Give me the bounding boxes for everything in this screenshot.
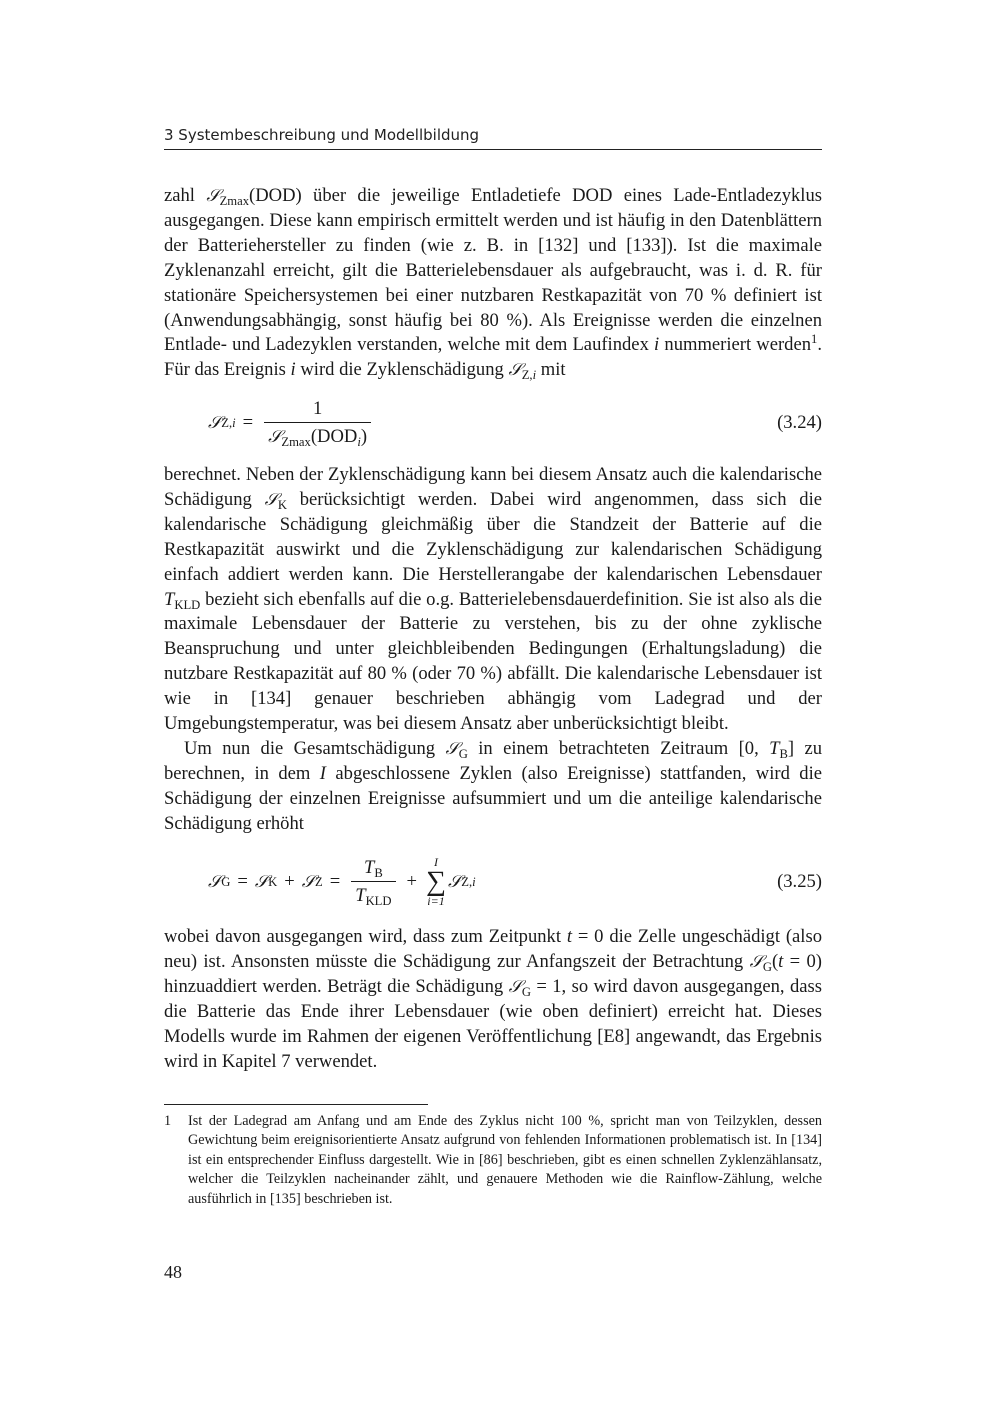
- subscript: K: [277, 497, 287, 512]
- symbol-s: 𝒮: [208, 413, 222, 433]
- subscript: KLD: [365, 893, 392, 908]
- math-var: t: [778, 950, 784, 972]
- equation-body: [208, 396, 375, 450]
- text: Z,: [521, 368, 533, 383]
- text: abgeschlossene Zyklen (also Ereignisse) stattfanden, wird die Schädigung der einzelnen Ereignisse aufsummiert und um die anteilige kalendarische Schädigung erhöht: [164, 762, 823, 834]
- text: = 0 die Zelle ungeschädigt (also neu) ist. Ansonsten müsste die Schädigung zur Anfangszeit der Betrachtung: [164, 926, 822, 972]
- math-var: i: [290, 359, 296, 381]
- symbol-s: 𝒮: [447, 872, 462, 892]
- text: (: [771, 950, 779, 972]
- page-number: 48: [164, 1262, 182, 1282]
- symbol-s: 𝒮: [749, 951, 763, 972]
- subscript: G: [521, 984, 531, 999]
- subscript: Zmax: [281, 434, 311, 449]
- text: Z,: [461, 875, 473, 889]
- equation-3-24: [164, 396, 822, 450]
- equation-number: (3.25): [777, 871, 822, 892]
- fraction: [264, 398, 371, 448]
- math-var: i: [532, 368, 537, 383]
- subscript: B: [374, 865, 383, 880]
- equation-body: 𝒮 G = 𝒮 K + 𝒮 Z = $\frac{T_B}{T_{KLD}}$ + I ∑ i=1 𝒮 Z,i: [208, 855, 476, 908]
- running-header: [164, 126, 822, 150]
- text: wird die Zyklenschädigung: [295, 359, 509, 381]
- math-var: i: [472, 875, 476, 889]
- symbol-s: 𝒮: [206, 186, 220, 206]
- math-var: T: [769, 738, 780, 759]
- text: = 0) hinzuaddiert werden. Beträgt die Schädigung: [164, 950, 822, 997]
- symbol-s: 𝒮: [254, 872, 269, 892]
- text: (DOD) über die jeweilige Entladetiefe DOD eines Lade-Entladezyklus ausgegangen. Diese kann empirisch ermittelt werden und ist häufig in den Datenblättern der Batteriehersteller zu finden (wie z. B. in [132] und [133]). Ist die maximale Zyklenanzahl erreicht, gilt die Batterielebensdauer als aufgebraucht, was i. d. R. für stationäre Speichersystemen bei einer nutzbaren Restkapazität von 70 % definiert ist (Anwendungsabhängig, sonst häufig bei 80 %). Als Ereignisse werden die einzelnen Entlade- und Ladezyklen verstanden, welche mit dem Laufindex: [164, 185, 822, 356]
- math-var: i: [654, 334, 660, 356]
- text: ] zu berechnen, in dem: [164, 738, 823, 784]
- subscript: KLD: [174, 597, 201, 612]
- paragraph-1: [164, 184, 822, 383]
- text: berücksichtigt werden. Dabei wird angenommen, dass sich die kalendarische Schädigung gleichmäßig über die Standzeit der Batterie auf die Restkapazität auswirkt und die Zyklenschädigung zur kalendarischen Schädigung einfach addiert werden kann. Die Herstellerangabe der kalendarischen Lebensdauer: [164, 488, 822, 585]
- text: bezieht sich ebenfalls auf die o.g. Batterielebensdauerdefinition. Sie ist also als die maximale Lebensdauer der Batterie zu verstehen, bis zu der ohne zyklische Beanspruchung und unter gleichbleibenden Bedingungen (Erhaltungsladung) die nutzbare Restkapazität auf 80 % (oder 70 %) abfällt. Die kalendarische Lebensdauer ist wie in [134] genauer beschrieben abhängig vom Ladegrad und der Umgebungstemperatur, was bei diesem Ansatz aber unberücksichtigt bleibt.: [164, 588, 822, 735]
- numerator: [360, 857, 387, 881]
- symbol-s: 𝒮: [264, 489, 278, 510]
- text: ): [360, 426, 368, 447]
- chapter-title: 3 Systembeschreibung und Modellbildung: [164, 126, 480, 144]
- fraction: [351, 857, 395, 907]
- text: . Für das Ereignis: [164, 334, 822, 381]
- math-var: i: [232, 416, 236, 430]
- footnote-ref[interactable]: 1: [811, 332, 818, 347]
- equation-3-25: [164, 852, 822, 912]
- plus-sign: +: [406, 871, 418, 892]
- sum-upper-limit: I: [434, 855, 438, 869]
- summation: [426, 856, 446, 908]
- equation-number: (3.24): [777, 412, 822, 433]
- text: nummeriert werden: [659, 334, 812, 356]
- denominator: [264, 422, 371, 448]
- equals-sign: =: [237, 871, 248, 892]
- subscript: G: [458, 746, 468, 761]
- subscript: [522, 368, 536, 382]
- footnote-text: Ist der Ladegrad am Anfang und am Ende des Zyklus nicht 100 %, spricht man von Teilzyklen, dessen Gewichtung beim ereignisorientierte Ansatz aufgrund von fehlenden Informationen problematisch ist. In [134] ist ein entsprechender Einfluss dargestellt. Wie in [86] beschrieben, gibt es einen schnellen Zyklenzählansatz, welcher die Teilzyklen nacheinander zählt, und genauere Methoden wie die Rainflow-Zählung, welche ausführlich in [135] beschrieben ist.: [188, 1113, 822, 1207]
- text: wobei davon ausgegangen wird, dass zum Zeitpunkt: [164, 926, 567, 947]
- equals-sign: =: [329, 871, 341, 892]
- subscript: B: [779, 746, 788, 761]
- text: berechnet. Neben der Zyklenschädigung kann bei diesem Ansatz auch die kalendarische Schädigung: [164, 464, 822, 510]
- paragraph-4: [164, 925, 822, 1074]
- sum-symbol: ∑: [426, 866, 446, 897]
- text: zahl: [164, 185, 207, 206]
- text: Z,: [221, 416, 233, 430]
- text: mit: [536, 359, 566, 381]
- math-var: I: [319, 762, 326, 784]
- text: = 1, so wird davon ausgegangen, dass die Batterie das Ende ihrer Lebensdauer (wie oben definiert) erreicht hat. Dieses Modells wurde im Rahmen der eigenen Veröffentlichung [E8] angewandt, das Ergebnis wird in Kapitel 7 verwendet.: [164, 975, 822, 1072]
- subscript: G: [762, 959, 772, 974]
- symbol-s: 𝒮: [268, 427, 282, 447]
- text: in einem betrachteten Zeitraum [0,: [467, 738, 770, 759]
- sum-lower-limit: i=1: [427, 894, 445, 908]
- denominator: [351, 881, 395, 907]
- plus-sign: +: [284, 871, 295, 892]
- math-var: T: [164, 588, 175, 610]
- footnote: [164, 1112, 822, 1209]
- paragraph-3: [164, 737, 822, 837]
- paragraph-2: [164, 463, 822, 737]
- footnote-rule: [164, 1104, 428, 1105]
- equals-sign: =: [242, 412, 254, 433]
- symbol-s: 𝒮: [508, 976, 522, 997]
- subscript: Zmax: [219, 193, 250, 208]
- math-var: T: [363, 857, 375, 878]
- math-var: t: [566, 926, 573, 947]
- symbol-s: 𝒮: [508, 360, 522, 381]
- text: (DOD: [310, 426, 358, 447]
- subscript: i: [357, 434, 361, 449]
- symbol-s: 𝒮: [208, 872, 222, 892]
- footnote-mark: 1: [164, 1113, 172, 1129]
- numerator: 1: [312, 398, 323, 419]
- symbol-s: 𝒮: [445, 739, 459, 759]
- symbol-s: 𝒮: [301, 872, 315, 892]
- text: Um nun die Gesamtschädigung: [184, 738, 446, 759]
- math-var: T: [355, 885, 366, 906]
